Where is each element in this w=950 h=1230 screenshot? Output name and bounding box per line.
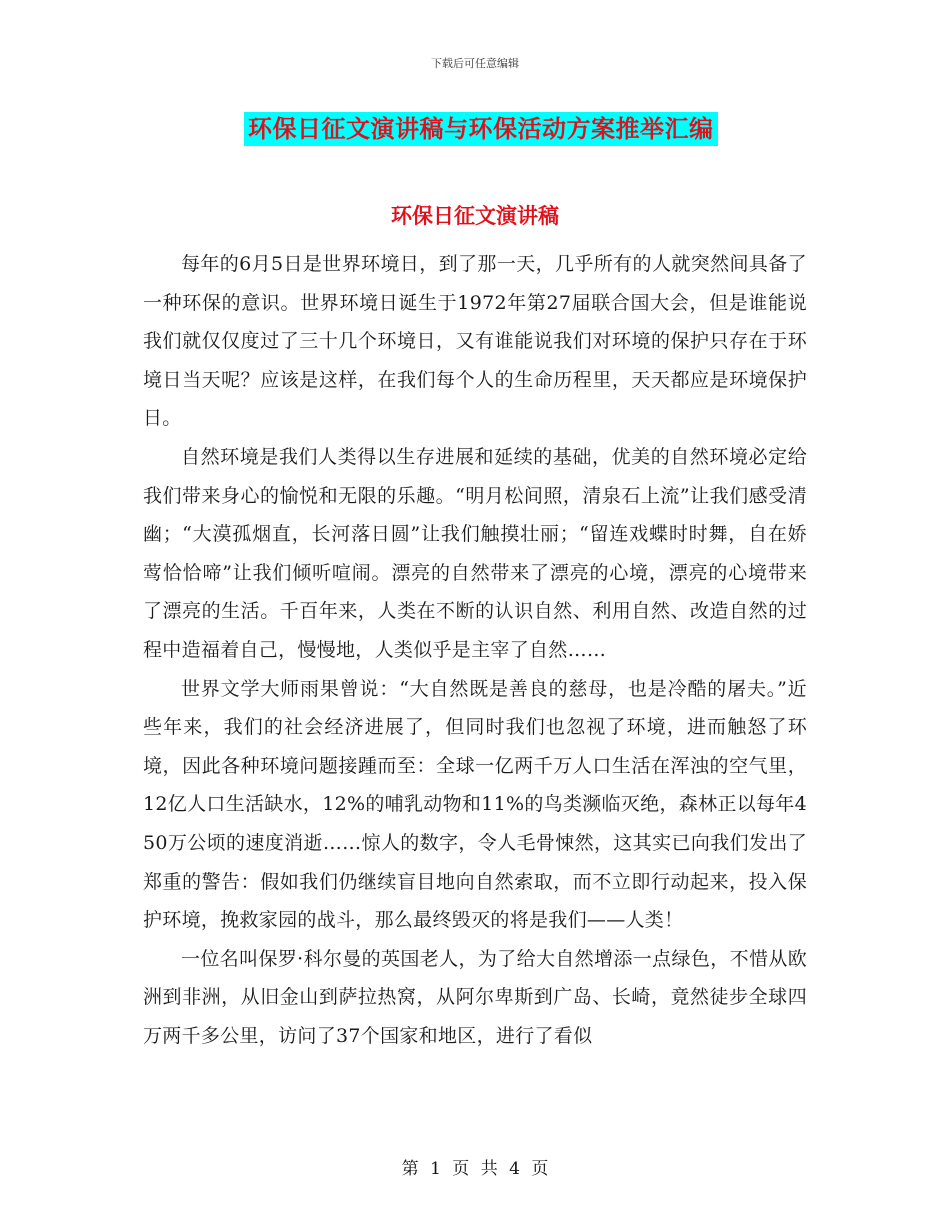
article-body xyxy=(143,245,807,1055)
paragraph: 世界文学大师雨果曾说：“大自然既是善良的慈母，也是冷酷的屠夫。”近些年来，我们的社会经济进展了，但同时我们也忽视了环境，进而触怒了环境，因此各种环境问题接踵而至：全球一亿两千万人口生活在浑浊的空气里，12亿人口生活缺水，12%的哺乳动物和11%的鸟类濒临灭绝，森林正以每年450万公顷的速度消逝……惊人的数字，令人毛骨悚然，这其实已向我们发出了郑重的警告：假如我们仍继续盲目地向自然索取，而不立即行动起来，投入保护环境，挽救家园的战斗，那么最终毁灭的将是我们——人类！ xyxy=(143,677,807,932)
page-footer: 第 1 页 共 4 页 xyxy=(401,1159,549,1179)
section-title: 环保日征文演讲稿 xyxy=(391,203,559,228)
document-title: 环保日征文演讲稿与环保活动方案推举汇编 xyxy=(244,112,718,146)
page-header-note: 下载后可任意编辑 xyxy=(431,57,519,70)
paragraph: 自然环境是我们人类得以生存进展和延续的基础，优美的自然环境必定给我们带来身心的愉悦和无限的乐趣。“明月松间照，清泉石上流”让我们感受清幽；“大漠孤烟直，长河落日圆”让我们触摸壮丽；“留连戏蝶时时舞，自在娇莺恰恰啼”让我们倾听喧闹。漂亮的自然带来了漂亮的心境，漂亮的心境带来了漂亮的生活。千百年来，人类在不断的认识自然、利用自然、改造自然的过程中造福着自己，慢慢地，人类似乎是主宰了自然…… xyxy=(143,445,807,661)
paragraph: 一位名叫保罗·科尔曼的英国老人，为了给大自然增添一点绿色，不惜从欧洲到非洲，从旧金山到萨拉热窝，从阿尔卑斯到广岛、长崎，竟然徒步全球四万两千多公里，访问了37个国家和地区，进行了看似 xyxy=(143,947,807,1047)
paragraph: 每年的6月5日是世界环境日，到了那一天，几乎所有的人就突然间具备了一种环保的意识。世界环境日诞生于1972年第27届联合国大会，但是谁能说我们就仅仅度过了三十几个环境日，又有谁能说我们对环境的保护只存在于环境日当天呢？应该是这样，在我们每个人的生命历程里，天天都应是环境保护日。 xyxy=(143,253,807,430)
